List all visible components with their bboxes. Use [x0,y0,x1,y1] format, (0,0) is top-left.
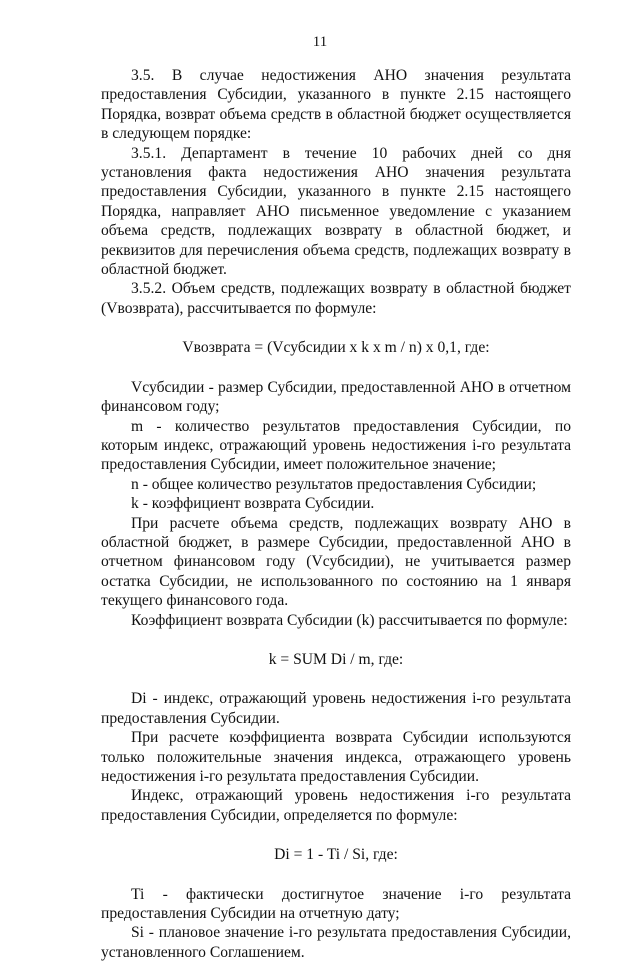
definition-v-subsidy: Vсубсидии - размер Субсидии, предоставленной АНО в отчетном финансовом году; [101,378,571,416]
definition-ti: Ti - фактически достигнутое значение i-го результата предоставления Субсидии на отчетную дату; [101,885,571,923]
formula-di: Di = 1 - Ti / Si, где: [274,846,398,864]
paragraph-k-intro: Коэффициент возврата Субсидии (k) рассчитывается по формуле: [131,611,568,629]
definition-k: k - коэффициент возврата Субсидии. [131,495,375,513]
definition-n: n - общее количество результатов предоставления Субсидии; [131,475,537,493]
paragraph-positive-values: При расчете коэффициента возврата Субсидии используются только положительные значения индекса, отражающего уровень недостижения i-го результата предоставления Субсидии. [101,729,571,785]
paragraph-di-intro: Индекс, отражающий уровень недостижения i-го результата предоставления Субсидии, определяется по формуле: [101,787,571,824]
definition-si: Si - плановое значение i-го результата предоставления Субсидии, установленного Соглашением. [101,924,571,961]
paragraph-3-5: 3.5. В случае недостижения АНО значения результата предоставления Субсидии, указанного в пункте 2.15 настоящего Порядка, возврат объема средств в областной бюджет осуществляется в следующем порядке: [101,67,571,143]
definition-m: m - количество результатов предоставления Субсидии, по которым индекс, отражающий уровень недостижения i-го результата предоставления Субсидии, имеет положительное значение; [101,417,571,474]
paragraph-remainder-rule: При расчете объема средств, подлежащих возврату АНО в областной бюджет, в размере Субсидии, предоставленной АНО в отчетном финансовом году (Vсубсидии), не учитывается размер остатка Субсидии, не использованного по состоянию на 1 января текущего финансового года. [101,514,571,610]
page-number: 11 [312,34,328,50]
paragraph-3-5-1: 3.5.1. Департамент в течение 10 рабочих дней со дня установления факта недостижения АНО значения результата предоставления Субсидии, указанного в пункте 2.15 настоящего Порядка, направляет АНО письменное уведомление с указанием объема средств, подлежащих возврату в областной бюджет, и реквизитов для перечисления объема средств, подлежащих возврату в областной бюджет. [101,144,571,279]
definition-di: Di - индекс, отражающий уровень недостижения i-го результата предоставления Субсидии. [101,690,571,727]
paragraph-3-5-2: 3.5.2. Объем средств, подлежащих возврату в областной бюджет (Vвозврата), рассчитывается по формуле: [101,280,571,317]
formula-v-return: Vвозврата = (Vсубсидии x k x m / n) x 0,1, где: [182,339,490,357]
formula-k: k = SUM Di / m, где: [268,650,404,668]
document-body [101,66,571,962]
